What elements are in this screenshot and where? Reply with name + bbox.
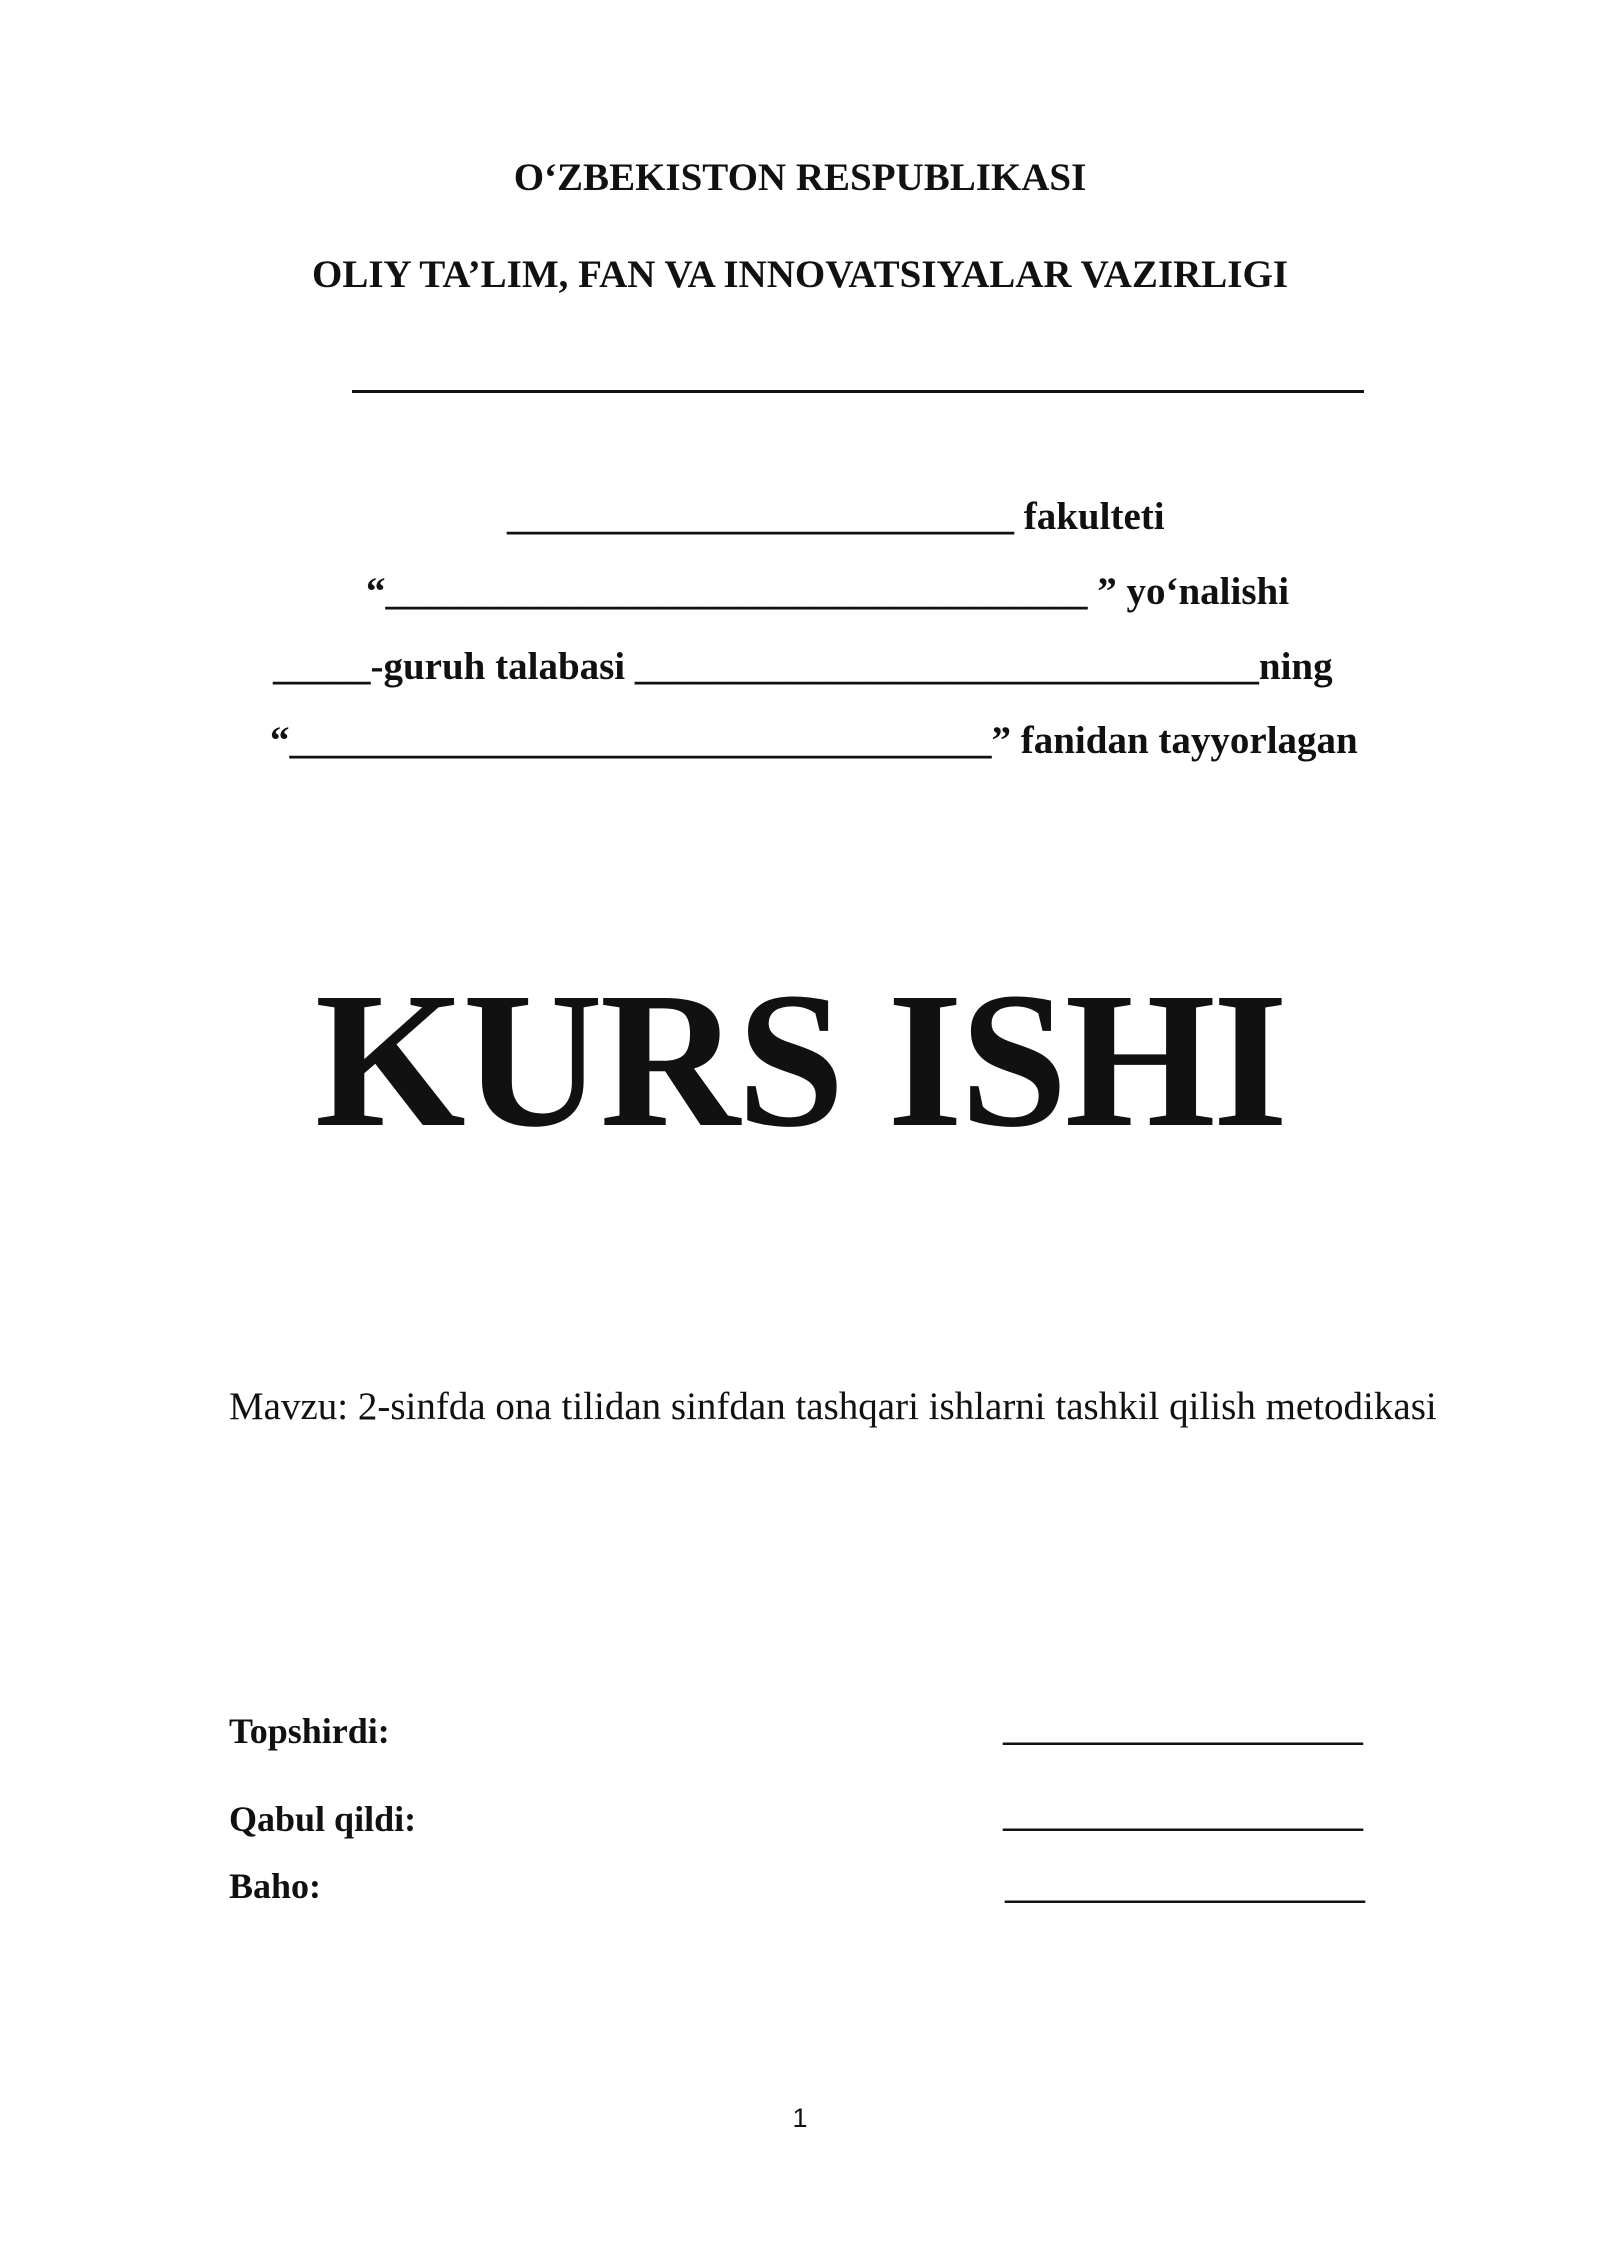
student-name-blank: ________________________________ [634,645,1259,688]
faculty-line [507,494,1165,540]
group-label: -guruh talabasi [370,645,635,688]
subject-label: ” fanidan tayyorlagan [991,719,1358,762]
faculty-label: fakulteti [1014,495,1165,538]
accepted-label: Qabul qildi: [229,1799,417,1839]
header-ministry: OLIY TA’LIM, FAN VA INNOVATSIYALAR VAZIRLIGI [312,253,1288,296]
submitted-blank: ____________________ [1003,1708,1363,1748]
group-blank: _____ [273,645,371,688]
direction-line [366,569,1289,615]
document-title: KURS ISHI [314,952,1286,1167]
accepted-blank: ____________________ [1003,1794,1363,1834]
header-republic: O‘ZBEKISTON RESPUBLIKASI [513,156,1087,199]
faculty-blank: __________________________ [507,495,1014,538]
submitted-label: Topshirdi: [229,1711,390,1751]
grade-blank: ____________________ [1005,1866,1365,1906]
student-line [273,644,1333,690]
direction-blank: ____________________________________ [385,570,1088,613]
topic-paragraph: Mavzu: 2-sinfda ona tilidan sinfdan tashqari ishlarni tashkil qilish metodikasi [229,1385,1437,1428]
subject-open-quote: “ [270,719,290,762]
subject-line [270,718,1358,764]
student-suffix: ning [1258,645,1333,688]
institution-blank-line [352,390,1364,393]
direction-label: ” yo‘nalishi [1087,570,1290,613]
grade-label: Baho: [229,1866,322,1906]
subject-blank: ____________________________________ [289,719,992,762]
page-number: 1 [792,2103,808,2133]
direction-open-quote: “ [366,570,386,613]
